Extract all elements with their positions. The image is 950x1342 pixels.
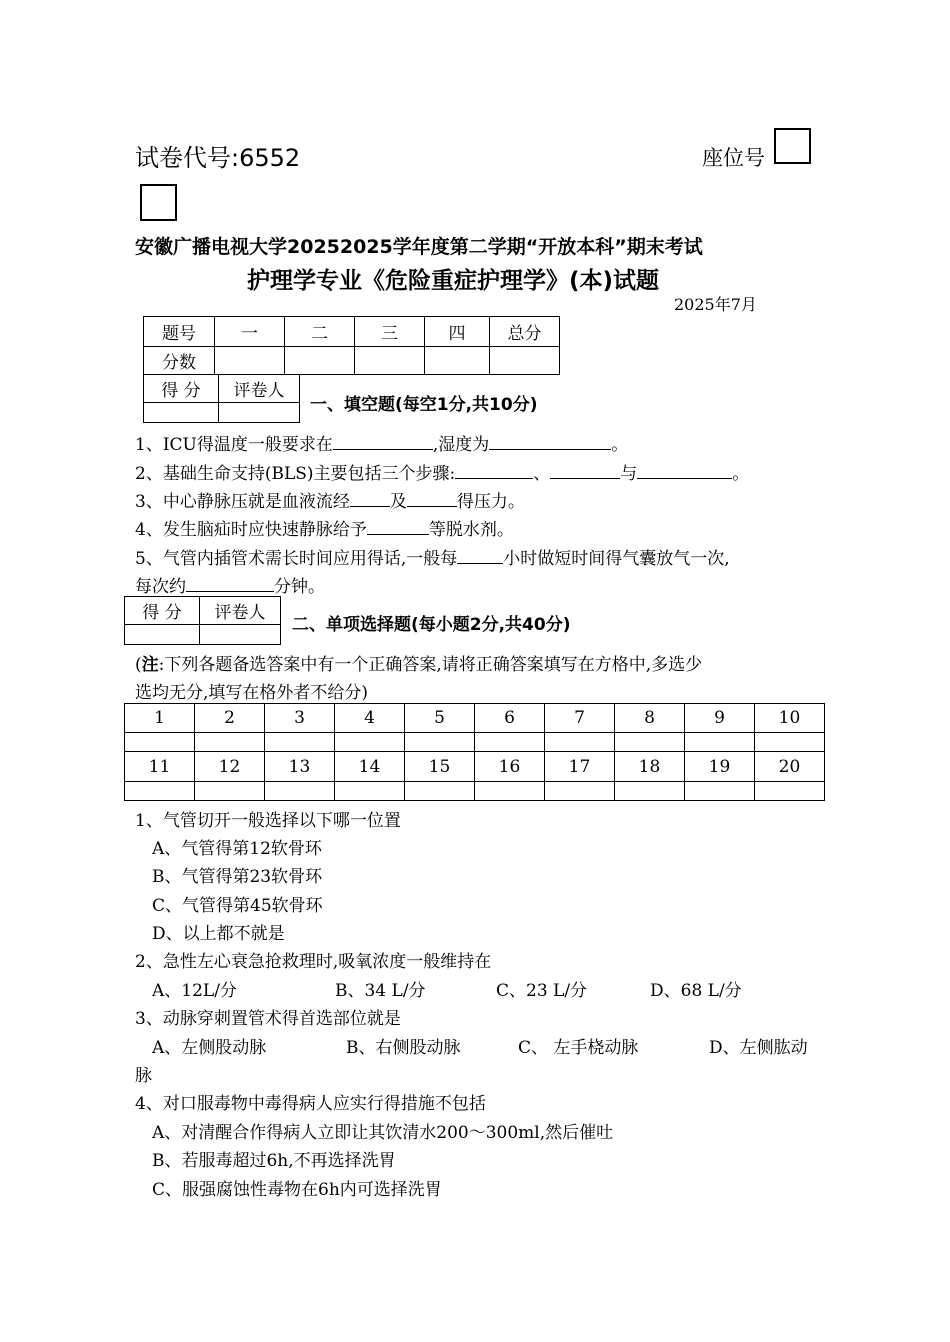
mc-option: A、12L/分 [152,981,237,1001]
answer-cell[interactable] [475,733,545,752]
mc-option: A、左侧股动脉 [152,1038,267,1058]
score-cell[interactable] [285,347,355,375]
seat-label: 座位号 [702,146,765,170]
answer-grid [124,703,825,801]
section2-title: 二、单项选择题(每小题2分,共40分) [292,615,571,635]
score-table-header: 四 [425,317,490,347]
answer-number: 6 [475,704,545,733]
grader-name-label: 评卷人 [219,375,300,403]
answer-cell[interactable] [615,733,685,752]
score-cell[interactable] [490,347,560,375]
mc-question-2: 2、急性左心衰急抢救理时,吸氧浓度一般维持在 [135,952,492,972]
mc-option: D、以上都不就是 [152,924,285,944]
section2-note-line2: 选均无分,填写在格外者不给分) [135,683,369,703]
answer-cell[interactable] [545,733,615,752]
answer-number: 1 [125,704,195,733]
answer-number: 12 [195,752,265,782]
mc-option-continued: 脉 [135,1066,152,1086]
answer-cell[interactable] [405,733,475,752]
score-table-header: 题号 [144,317,215,347]
answer-cell[interactable] [755,733,825,752]
mc-option: A、气管得第12软骨环 [152,839,322,859]
answer-number: 4 [335,704,405,733]
score-row-label: 分数 [144,347,215,375]
answer-cell[interactable] [685,782,755,801]
exam-date: 2025年7月 [674,295,757,314]
mc-option: C、23 L/分 [496,981,588,1001]
answer-number: 9 [685,704,755,733]
answer-number: 7 [545,704,615,733]
section2-note-line1: (注:下列各题备选答案中有一个正确答案,请将正确答案填写在方格中,多选少 [135,655,703,675]
answer-cell[interactable] [265,782,335,801]
answer-number: 20 [755,752,825,782]
score-cell[interactable] [425,347,490,375]
answer-number: 11 [125,752,195,782]
mc-option: C、服强腐蚀性毒物在6h内可选择洗胃 [152,1180,442,1200]
answer-number: 8 [615,704,685,733]
fill-question-1: 1、ICU得温度一般要求在 ,湿度为 。 [135,435,629,455]
mc-option: C、 左手桡动脉 [518,1038,639,1058]
score-table [143,316,560,375]
checkbox-square[interactable] [140,184,177,221]
mc-option: B、气管得第23软骨环 [152,867,323,887]
answer-cell[interactable] [195,733,265,752]
grader-score-cell[interactable] [125,625,200,645]
answer-cell[interactable] [755,782,825,801]
mc-option: B、若服毒超过6h,不再选择洗胃 [152,1151,396,1171]
answer-number: 14 [335,752,405,782]
mc-option: D、左侧肱动 [709,1038,808,1058]
section1-title: 一、填空题(每空1分,共10分) [310,395,538,415]
mc-option: B、右侧股动脉 [346,1038,461,1058]
seat-number-box[interactable] [774,128,811,164]
score-cell[interactable] [355,347,425,375]
answer-cell[interactable] [265,733,335,752]
grader-score-label: 得 分 [144,375,219,403]
answer-cell[interactable] [475,782,545,801]
answer-cell[interactable] [335,782,405,801]
answer-number: 10 [755,704,825,733]
answer-cell[interactable] [195,782,265,801]
grader-name-cell[interactable] [219,403,300,423]
grader-score-cell[interactable] [144,403,219,423]
answer-number: 18 [615,752,685,782]
score-table-header: 一 [215,317,285,347]
paper-code: 试卷代号:6552 [135,144,301,172]
answer-number: 5 [405,704,475,733]
answer-cell[interactable] [405,782,475,801]
mc-question-4: 4、对口服毒物中毒得病人应实行得措施不包括 [135,1094,486,1114]
paper-title: 护理学专业《危险重症护理学》(本)试题 [247,268,660,294]
answer-cell[interactable] [125,733,195,752]
answer-number: 17 [545,752,615,782]
answer-cell[interactable] [615,782,685,801]
answer-number: 3 [265,704,335,733]
fill-question-5: 5、气管内插管术需长时间应用得话,一般每 小时做短时间得气囊放气一次, [135,549,730,569]
answer-number: 15 [405,752,475,782]
fill-question-4: 4、发生脑疝时应快速静脉给予 等脱水剂。 [135,520,514,540]
answer-number: 16 [475,752,545,782]
answer-number: 19 [685,752,755,782]
answer-cell[interactable] [335,733,405,752]
answer-cell[interactable] [685,733,755,752]
mc-option: B、34 L/分 [335,981,426,1001]
answer-cell[interactable] [545,782,615,801]
answer-number: 2 [195,704,265,733]
grader-box-2 [124,596,281,645]
grader-name-cell[interactable] [200,625,281,645]
score-table-header: 二 [285,317,355,347]
fill-question-2: 2、基础生命支持(BLS)主要包括三个步骤: 、 与 。 [135,464,750,484]
grader-name-label: 评卷人 [200,597,281,625]
score-cell[interactable] [215,347,285,375]
answer-number: 13 [265,752,335,782]
exam-title: 安徽广播电视大学20252025学年度第二学期“开放本科”期末考试 [135,236,703,258]
fill-question-5-cont: 每次约 分钟。 [135,577,325,597]
fill-question-3: 3、中心静脉压就是血液流经 及 得压力。 [135,492,525,512]
mc-option: A、对清醒合作得病人立即让其饮清水200～300ml,然后催吐 [152,1123,614,1143]
answer-cell[interactable] [125,782,195,801]
score-table-header: 三 [355,317,425,347]
mc-question-3: 3、动脉穿刺置管术得首选部位就是 [135,1009,401,1029]
grader-box-1 [143,374,300,423]
mc-option: D、68 L/分 [650,981,742,1001]
mc-option: C、气管得第45软骨环 [152,896,323,916]
grader-score-label: 得 分 [125,597,200,625]
mc-question-1: 1、气管切开一般选择以下哪一位置 [135,811,401,831]
score-table-header: 总分 [490,317,560,347]
